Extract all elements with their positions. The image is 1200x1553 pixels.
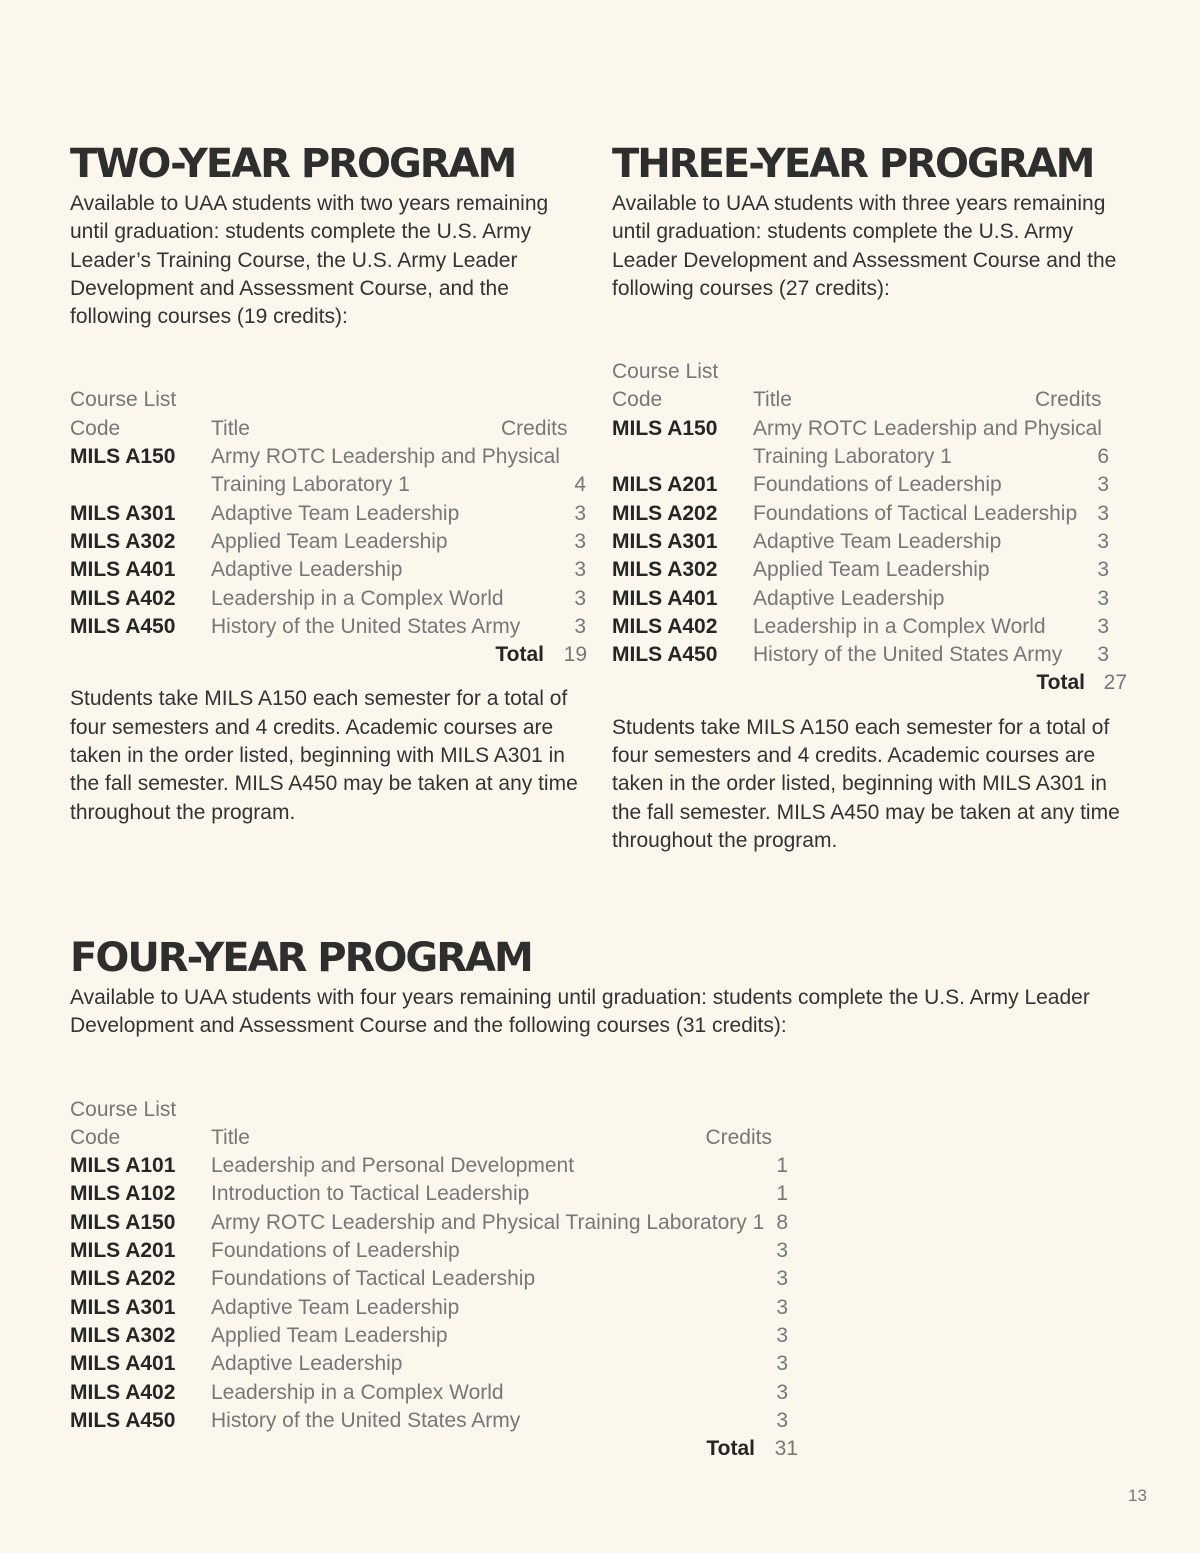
total-label: Total (1036, 671, 1085, 695)
course-credits: 3 (1097, 586, 1109, 610)
course-title: Army ROTC Leadership and Physical (753, 416, 1102, 440)
page-number: 13 (1128, 1486, 1147, 1505)
course-title: Training Laboratory 1 (211, 473, 410, 497)
table-row (612, 641, 1142, 669)
course-code: MILS A150 (70, 1210, 176, 1234)
course-title: Adaptive Team Leadership (211, 501, 460, 525)
two-year-program-section (70, 138, 590, 827)
three-year-note: Students take MILS A150 each semester for a total of four semesters and 4 credits. Academic courses are taken in the order listed, beginning with MILS A301 in the fall semester. MILS A450 may be taken at any time throughout the program. (612, 715, 1120, 852)
course-credits: 3 (574, 558, 586, 582)
table-row (70, 1209, 1090, 1237)
course-code: MILS A401 (612, 586, 718, 610)
three-year-rows (612, 415, 1142, 670)
total-row (70, 1435, 1090, 1463)
course-title: Training Laboratory 1 (753, 445, 952, 469)
course-title: History of the United States Army (211, 614, 521, 638)
four-year-heading: FOUR-YEAR PROGRAM (70, 935, 532, 981)
table-row (70, 1322, 1090, 1350)
table-header (70, 415, 590, 443)
four-year-intro: Available to UAA students with four years remaining until graduation: students complete the U.S. Army Leader Development and Assessment Course and the following courses (31 credits): (70, 986, 1090, 1038)
course-credits: 3 (1097, 558, 1109, 582)
course-credits: 3 (776, 1380, 788, 1404)
course-code: MILS A301 (612, 529, 718, 553)
course-title: Adaptive Leadership (211, 558, 403, 582)
credits-header: Credits (705, 1125, 772, 1149)
course-credits (1093, 415, 1109, 443)
course-credits: 3 (574, 614, 586, 638)
course-title: History of the United States Army (753, 643, 1063, 667)
total-value: 27 (1103, 671, 1127, 695)
course-credits: 3 (574, 586, 586, 610)
title-header: Title (753, 388, 792, 412)
course-code: MILS A201 (612, 473, 718, 497)
table-row (70, 1407, 1090, 1435)
course-credits: 3 (574, 529, 586, 553)
course-credits: 3 (1097, 614, 1109, 638)
table-header (70, 1124, 1090, 1152)
course-credits: 3 (1097, 501, 1109, 525)
table-row (70, 1294, 1090, 1322)
table-row (612, 500, 1142, 528)
course-code: MILS A450 (70, 614, 176, 638)
course-list-label: Course List (70, 388, 177, 412)
course-title: Army ROTC Leadership and Physical Training Laboratory 1 (211, 1210, 765, 1234)
table-row (70, 528, 590, 556)
three-year-course-table (612, 358, 1142, 698)
table-header (612, 386, 1142, 414)
table-row (70, 585, 590, 613)
table-row (70, 613, 590, 641)
course-title: Foundations of Tactical Leadership (753, 501, 1078, 525)
two-year-note: Students take MILS A150 each semester for a total of four semesters and 4 credits. Academic courses are taken in the order listed, beginning with MILS A301 in the fall semester. MILS A450 may be taken at any time throughout the program. (70, 687, 578, 824)
table-row (612, 613, 1142, 641)
course-title: Applied Team Leadership (753, 558, 990, 582)
credits-header: Credits (501, 416, 568, 440)
table-row (70, 1350, 1090, 1378)
course-code: MILS A202 (70, 1267, 176, 1291)
total-row (612, 669, 1142, 697)
credits-header: Credits (1035, 388, 1102, 412)
course-credits: 3 (1097, 643, 1109, 667)
course-title: Army ROTC Leadership and Physical (211, 445, 560, 469)
two-year-heading: TWO-YEAR PROGRAM (70, 141, 516, 187)
course-code: MILS A302 (612, 558, 718, 582)
course-code (612, 443, 753, 471)
three-year-program-section (612, 138, 1142, 855)
two-year-intro: Available to UAA students with two years remaining until graduation: students complete the U.S. Army Leader’s Training Course, the U.S. Army Leader Development and Assessment Course, and the following courses (19 credits): (70, 192, 549, 329)
course-code: MILS A401 (70, 1352, 176, 1376)
course-title: Foundations of Leadership (211, 1239, 460, 1263)
course-credits: 3 (776, 1323, 788, 1347)
course-credits: 6 (1097, 445, 1109, 469)
table-row (70, 1152, 1090, 1180)
course-title: Adaptive Team Leadership (753, 529, 1002, 553)
course-title: Leadership in a Complex World (753, 614, 1046, 638)
table-row (70, 556, 590, 584)
course-title: Adaptive Team Leadership (211, 1295, 460, 1319)
four-year-program-section (70, 932, 1090, 1463)
course-title: Leadership in a Complex World (211, 1380, 504, 1404)
code-header: Code (70, 1125, 121, 1149)
total-label: Total (495, 643, 544, 667)
course-code: MILS A102 (70, 1182, 176, 1206)
course-credits: 8 (776, 1210, 788, 1234)
code-header: Code (70, 416, 121, 440)
course-code: MILS A402 (70, 1380, 176, 1404)
course-title: Leadership in a Complex World (211, 586, 504, 610)
course-code: MILS A202 (612, 501, 718, 525)
course-code: MILS A450 (612, 643, 718, 667)
course-code: MILS A402 (70, 586, 176, 610)
course-credits: 3 (1097, 529, 1109, 553)
title-header: Title (211, 1125, 250, 1149)
course-credits: 1 (776, 1182, 788, 1206)
course-code: MILS A150 (612, 416, 718, 440)
course-credits: 3 (776, 1295, 788, 1319)
course-title: Adaptive Leadership (753, 586, 945, 610)
table-row (70, 1379, 1090, 1407)
four-year-rows (70, 1152, 1090, 1435)
course-code: MILS A101 (70, 1154, 176, 1178)
course-code: MILS A450 (70, 1408, 176, 1432)
total-label: Total (706, 1437, 755, 1461)
table-row (612, 415, 1142, 443)
course-credits: 3 (1097, 473, 1109, 497)
course-title: Introduction to Tactical Leadership (211, 1182, 530, 1206)
course-code: MILS A201 (70, 1239, 176, 1263)
course-code: MILS A301 (70, 1295, 176, 1319)
course-title: History of the United States Army (211, 1408, 521, 1432)
total-value: 19 (563, 643, 587, 667)
course-credits (501, 443, 586, 471)
three-year-heading: THREE-YEAR PROGRAM (612, 141, 1094, 187)
table-row (612, 585, 1142, 613)
course-credits: 3 (776, 1408, 788, 1432)
course-credits: 3 (776, 1239, 788, 1263)
course-code: MILS A150 (70, 445, 176, 469)
course-credits: 3 (776, 1267, 788, 1291)
course-title: Foundations of Tactical Leadership (211, 1267, 536, 1291)
two-year-rows (70, 443, 590, 641)
table-row (612, 471, 1142, 499)
total-value: 31 (774, 1437, 798, 1461)
course-title: Applied Team Leadership (211, 1323, 448, 1347)
table-row (70, 471, 590, 499)
code-header: Code (612, 388, 663, 412)
total-row (70, 641, 590, 669)
course-title: Foundations of Leadership (753, 473, 1002, 497)
course-title: Leadership and Personal Development (211, 1154, 575, 1178)
four-year-course-table (70, 1096, 1090, 1464)
two-year-course-table (70, 386, 590, 669)
table-row (70, 443, 590, 471)
table-row (70, 500, 590, 528)
course-code: MILS A401 (70, 558, 176, 582)
table-row (612, 443, 1142, 471)
course-code: MILS A301 (70, 501, 176, 525)
table-row (612, 556, 1142, 584)
three-year-intro: Available to UAA students with three years remaining until graduation: students complete the U.S. Army Leader Development and Assessment Course and the following courses (27 credits): (612, 192, 1117, 300)
course-credits: 3 (776, 1352, 788, 1376)
course-credits: 3 (574, 501, 586, 525)
title-header: Title (211, 416, 250, 440)
course-title: Applied Team Leadership (211, 529, 448, 553)
table-row (70, 1265, 1090, 1293)
course-list-label: Course List (70, 1097, 177, 1121)
course-code: MILS A302 (70, 529, 176, 553)
course-code: MILS A402 (612, 614, 718, 638)
course-list-label: Course List (612, 360, 719, 384)
table-row (70, 1180, 1090, 1208)
course-code (70, 471, 211, 499)
course-code: MILS A302 (70, 1323, 176, 1347)
table-row (70, 1237, 1090, 1265)
course-credits: 4 (574, 473, 586, 497)
course-credits: 1 (776, 1154, 788, 1178)
table-row (612, 528, 1142, 556)
course-title: Adaptive Leadership (211, 1352, 403, 1376)
